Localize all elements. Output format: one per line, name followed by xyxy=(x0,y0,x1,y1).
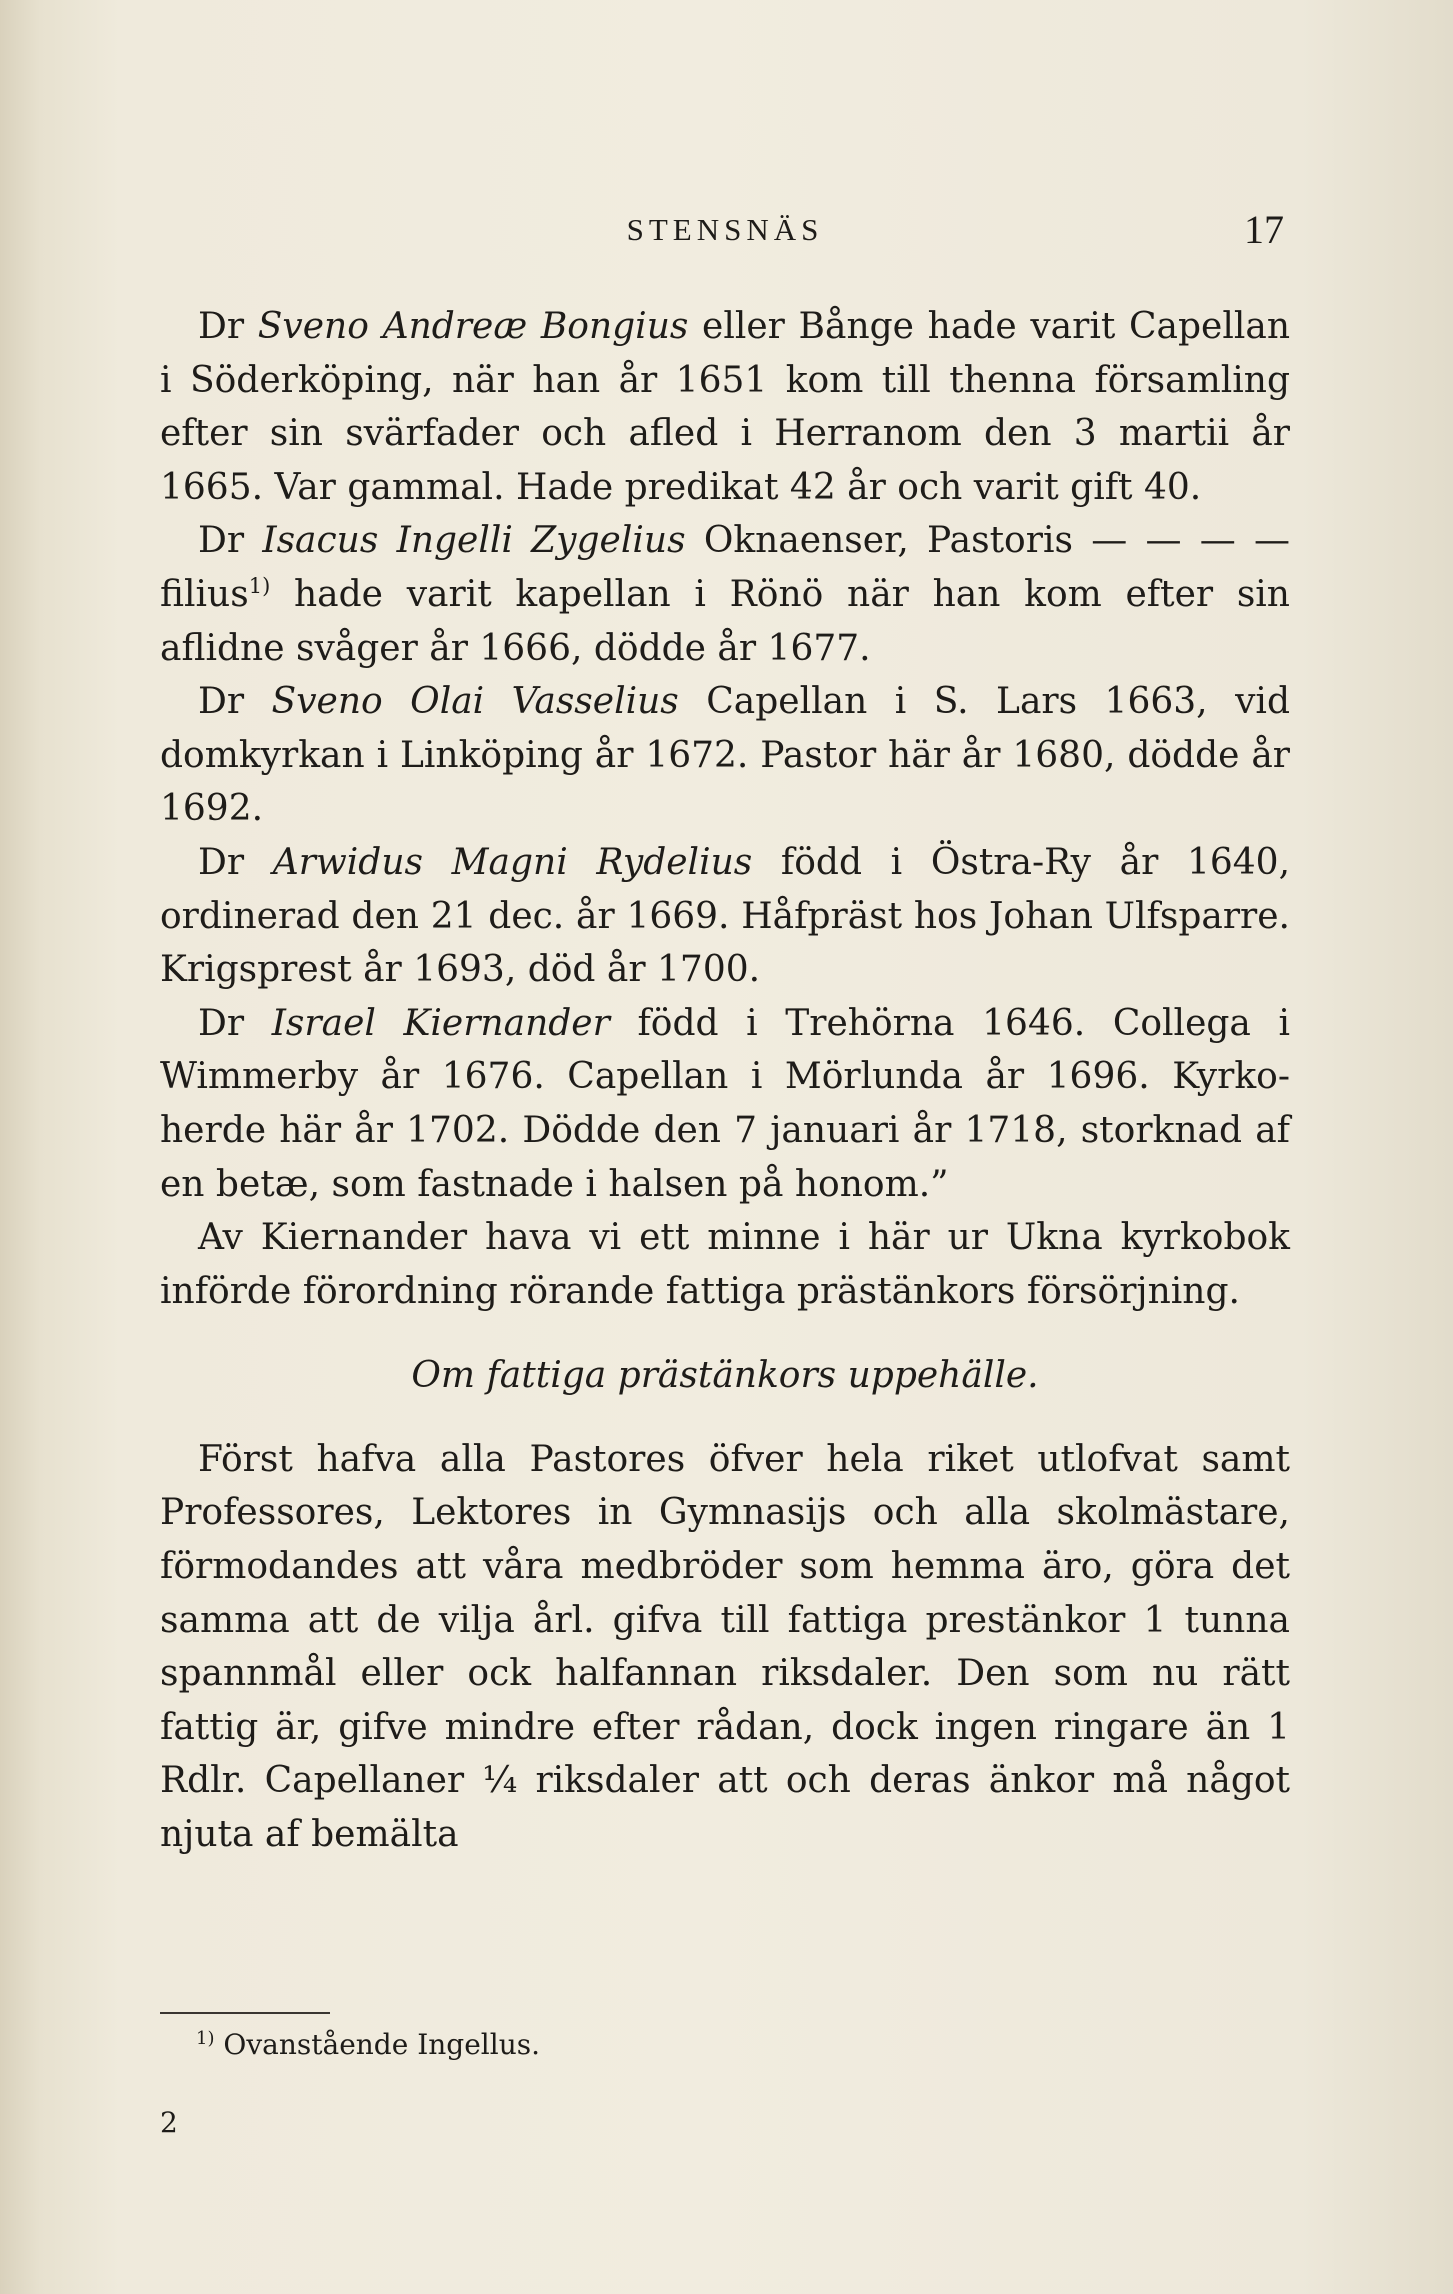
section-heading: Om fattiga prästänkors uppehälle. xyxy=(411,1355,1039,1397)
paragraph-pastores: Först hafva alla Pastores öfver hela riket utlofvat samt Professores, Lektores in Gymnasijs och alla skolmästare, förmodandes att våra medbröder som hemma äro, göra det samma att de vilja årl. gifva till fattiga prestänkor 1 tunna spannmål eller ock halfannan riksdaler. Den som nu rätt fattig är, gifve mindre efter rådan, dock ingen ringare än 1 Rdlr. Capellaner ¼ riksdaler att och deras änkor må något njuta af bemälta xyxy=(160,1438,1290,1856)
paragraph-rydelius xyxy=(160,836,1290,997)
person-name: Arwidus Magni Rydelius xyxy=(272,841,753,883)
paragraph-zygelius xyxy=(160,514,1290,675)
person-name: Sveno Olai Vasselius xyxy=(271,681,679,723)
paragraph-prefix: Dr xyxy=(198,520,263,562)
body-text xyxy=(160,300,1290,1862)
footnote xyxy=(196,2028,540,2061)
paragraph-bongius xyxy=(160,300,1290,514)
paragraph-prefix: Dr xyxy=(198,681,272,723)
paragraph-prefix: Dr xyxy=(198,841,273,883)
paragraph-body: född i Östra-Ry år 1640, ordinerad den 21 dec. år 1669. Håfpräst hos Johan Ulfsparre. Krigsprest år 1693, död år 1700. xyxy=(160,841,1291,991)
page-number: 17 xyxy=(1244,207,1284,252)
person-name: Israel Kiernander xyxy=(271,1002,610,1044)
running-head xyxy=(160,207,1290,272)
footnote-divider xyxy=(160,2012,330,2014)
paragraph-body: eller Bånge hade varit Capellan i Söderköping, när han år 1651 kom till thenna församling efter sin svärfader och afled i Herranom den 3 martii år 1665. Var gammal. Hade predikat 42 år och varit gift 40. xyxy=(160,306,1290,508)
paragraph-body: född i Trehörna 1646. Collega i Wimmerby år 1676. Capellan i Mörlunda år 1696. Kyrkoherde här år 1702. Dödde den 7 januari år 1718, storknad af en betæ, som fastnade i halsen på honom.” xyxy=(160,1002,1291,1205)
paragraph-ukna-note: Av Kiernander hava vi ett minne i här ur Ukna kyrkobok införde förordning rörande fattiga prästänkors försörjning. xyxy=(160,1217,1290,1312)
paragraph-body: Capellan i S. Lars 1663, vid domkyrkan i Linköping år 1672. Pastor här år 1680, dödde år 1692. xyxy=(160,681,1290,830)
signature-mark: 2 xyxy=(160,2106,178,2139)
paragraph-vasselius xyxy=(160,675,1290,836)
paragraph-body-continued: hade varit kapellan i Rönö när han kom efter sin aflidne svåger år 1666, dödde år 1677. xyxy=(160,573,1290,669)
running-title: STENSNÄS xyxy=(626,212,824,247)
paragraph-prefix: Dr xyxy=(198,1002,272,1044)
paragraph-kiernander xyxy=(160,997,1290,1211)
footnote-marker: 1) xyxy=(196,2028,215,2049)
person-name: Sveno Andreæ Bongius xyxy=(257,306,689,347)
person-name: Isacus Ingelli Zygelius xyxy=(262,520,686,562)
footnote-text: Ovanstående Ingellus. xyxy=(214,2028,540,2061)
footnote-reference[interactable]: 1) xyxy=(248,573,271,598)
paragraph-prefix: Dr xyxy=(198,306,258,347)
paragraph-body: Oknaenser, Pastoris — — — — filius xyxy=(160,520,1291,615)
